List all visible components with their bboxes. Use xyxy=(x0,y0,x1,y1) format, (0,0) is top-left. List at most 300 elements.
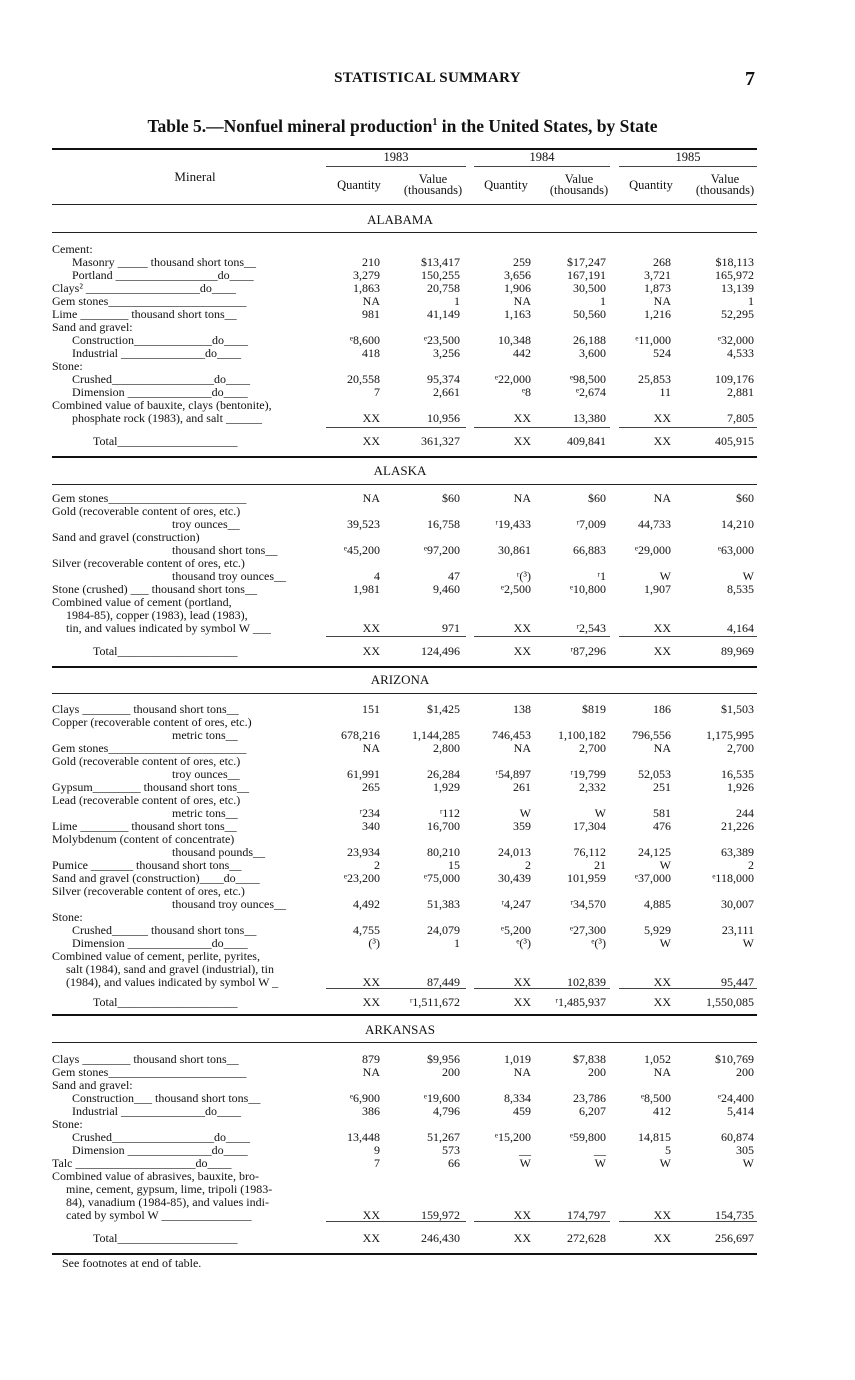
row-label: Gem stones_______________________ xyxy=(52,294,247,308)
quantity-cell: 3,656 xyxy=(504,268,531,282)
value-cell: 1 xyxy=(748,294,754,308)
row-label: Lead (recoverable content of ores, etc.) xyxy=(52,793,241,807)
value-cell: W xyxy=(594,806,606,820)
quantity-cell: ᵉ37,000 xyxy=(634,871,671,885)
quantity-cell: 210 xyxy=(362,255,380,269)
quantity-cell: 524 xyxy=(653,346,671,360)
value-cell: 1 xyxy=(600,294,606,308)
row-label: Construction___ thousand short tons__ xyxy=(72,1091,261,1105)
row-label: Copper (recoverable content of ores, etc.) xyxy=(52,715,252,729)
quantity-cell: XX xyxy=(513,975,531,989)
quantity-cell: NA xyxy=(653,294,671,308)
quantity-cell: W xyxy=(659,858,671,872)
quantity-cell: NA xyxy=(362,741,380,755)
row-label: thousand troy ounces__ xyxy=(172,569,286,583)
row-label: metric tons__ xyxy=(172,728,238,742)
value-cell: 6,207 xyxy=(579,1104,606,1118)
row-label: Sand and gravel (construction) xyxy=(52,530,200,544)
value-cell: ʳ19,799 xyxy=(570,767,606,781)
quantity-header-1983: Quantity xyxy=(337,178,381,192)
quantity-cell: XX xyxy=(513,411,531,425)
row-label: (1984), and values indicated by symbol W _ xyxy=(66,975,279,989)
value-cell: ᵉ23,500 xyxy=(423,333,460,347)
quantity-cell: 44,733 xyxy=(638,517,671,531)
quantity-cell: NA xyxy=(362,1065,380,1079)
value-cell: 16,535 xyxy=(721,767,754,781)
quantity-cell: ᵉ45,200 xyxy=(343,543,380,557)
value-cell: ᵉ32,000 xyxy=(717,333,754,347)
value-cell: 200 xyxy=(588,1065,606,1079)
row-label: Cement: xyxy=(52,242,93,256)
quantity-cell: ᵉ5,200 xyxy=(500,923,531,937)
value-header-line1: Value xyxy=(710,172,740,186)
row-label: troy ounces__ xyxy=(172,767,240,781)
quantity-cell: 981 xyxy=(362,307,380,321)
value-cell: ʳ1 xyxy=(597,569,606,583)
year-1984-header: 1984 xyxy=(529,150,555,164)
value-cell: $7,838 xyxy=(573,1052,606,1066)
quantity-cell: 4 xyxy=(374,569,380,583)
value-cell: 7,805 xyxy=(727,411,754,425)
quantity-cell: 386 xyxy=(362,1104,380,1118)
quantity-cell: 459 xyxy=(513,1104,531,1118)
total-cell: ʳ87,296 xyxy=(570,644,606,658)
total-cell: 1,550,085 xyxy=(706,995,754,1009)
total-label: Total____________________ xyxy=(93,995,238,1009)
value-cell: 47 xyxy=(448,569,460,583)
quantity-cell: XX xyxy=(362,1208,380,1222)
row-label: Clays ________ thousand short tons__ xyxy=(52,702,239,716)
value-cell: 101,959 xyxy=(567,871,606,885)
quantity-cell: XX xyxy=(653,975,671,989)
value-header-line1: Value xyxy=(418,172,448,186)
row-label: Molybdenum (content of concentrate) xyxy=(52,832,235,846)
quantity-cell: 2 xyxy=(374,858,380,872)
value-cell: ᵉ10,800 xyxy=(569,582,606,596)
row-label: Construction_____________do____ xyxy=(72,333,248,347)
quantity-cell: ᵉ8,600 xyxy=(349,333,380,347)
quantity-cell: 265 xyxy=(362,780,380,794)
value-cell: 244 xyxy=(736,806,754,820)
quantity-cell: 14,815 xyxy=(638,1130,671,1144)
value-cell: 1 xyxy=(454,294,460,308)
value-cell: 26,284 xyxy=(427,767,460,781)
value-cell: 167,191 xyxy=(567,268,606,282)
row-label: Dimension ______________do____ xyxy=(72,1143,248,1157)
value-cell: ᵉ98,500 xyxy=(569,372,606,386)
quantity-cell: ᵉ8,500 xyxy=(640,1091,671,1105)
quantity-cell: 678,216 xyxy=(341,728,380,742)
value-cell: 87,449 xyxy=(427,975,460,989)
value-cell: 5,414 xyxy=(727,1104,754,1118)
value-header-1983 xyxy=(396,174,470,196)
value-cell: 2,700 xyxy=(579,741,606,755)
total-cell: 246,430 xyxy=(421,1231,460,1245)
footnote-text: See footnotes at end of table. xyxy=(62,1256,202,1270)
quantity-cell: W xyxy=(519,806,531,820)
value-cell: 1 xyxy=(454,936,460,950)
row-label: tin, and values indicated by symbol W ___ xyxy=(66,621,271,635)
quantity-cell: 30,861 xyxy=(498,543,531,557)
row-label: Combined value of cement, perlite, pyrites, xyxy=(52,949,260,963)
quantity-cell: XX xyxy=(362,975,380,989)
row-label: troy ounces__ xyxy=(172,517,240,531)
pre-total-rule xyxy=(619,1221,757,1222)
caption-text: Table 5.—Nonfuel mineral production xyxy=(147,116,433,136)
pre-total-rule xyxy=(619,636,757,637)
total-label: Total____________________ xyxy=(93,1231,238,1245)
quantity-cell: XX xyxy=(653,1208,671,1222)
quantity-cell: 1,019 xyxy=(504,1052,531,1066)
value-cell: $10,769 xyxy=(715,1052,754,1066)
quantity-cell: 4,885 xyxy=(644,897,671,911)
row-label: Gem stones_______________________ xyxy=(52,741,247,755)
value-cell: 66 xyxy=(448,1156,460,1170)
value-cell: ᵉ27,300 xyxy=(569,923,606,937)
row-label: Sand and gravel: xyxy=(52,320,133,334)
quantity-cell: NA xyxy=(513,1065,531,1079)
value-cell: 21 xyxy=(594,858,606,872)
value-cell: 200 xyxy=(442,1065,460,1079)
quantity-cell: XX xyxy=(362,411,380,425)
value-cell: $60 xyxy=(588,491,606,505)
value-cell: 14,210 xyxy=(721,517,754,531)
quantity-cell: 340 xyxy=(362,819,380,833)
quantity-cell: 61,991 xyxy=(347,767,380,781)
quantity-cell: 1,216 xyxy=(644,307,671,321)
value-cell: 159,972 xyxy=(421,1208,460,1222)
quantity-cell: NA xyxy=(513,741,531,755)
row-label: metric tons__ xyxy=(172,806,238,820)
row-label: Clays ________ thousand short tons__ xyxy=(52,1052,239,1066)
state-heading: ALABAMA xyxy=(367,212,433,227)
quantity-cell: XX xyxy=(362,621,380,635)
value-cell: 80,210 xyxy=(427,845,460,859)
row-label: 1984-85), copper (1983), lead (1983), xyxy=(66,608,248,622)
total-cell: XX xyxy=(653,644,671,658)
value-cell: 63,389 xyxy=(721,845,754,859)
row-label: Dimension ______________do____ xyxy=(72,385,248,399)
quantity-cell: 25,853 xyxy=(638,372,671,386)
section-end-rule xyxy=(52,666,757,668)
quantity-cell: 1,906 xyxy=(504,281,531,295)
value-cell: 23,786 xyxy=(573,1091,606,1105)
value-cell: ᵉ97,200 xyxy=(423,543,460,557)
value-cell: $9,956 xyxy=(427,1052,460,1066)
row-label: Industrial ______________do____ xyxy=(72,346,241,360)
quantity-cell: 261 xyxy=(513,780,531,794)
total-cell: XX xyxy=(653,434,671,448)
row-label: Combined value of abrasives, bauxite, bro- xyxy=(52,1169,259,1183)
row-label: mine, cement, gypsum, lime, tripoli (1983- xyxy=(66,1182,273,1196)
quantity-cell: 9 xyxy=(374,1143,380,1157)
value-cell: $1,425 xyxy=(427,702,460,716)
total-cell: ʳ1,485,937 xyxy=(555,995,606,1009)
total-cell: 272,628 xyxy=(567,1231,606,1245)
quantity-cell: 151 xyxy=(362,702,380,716)
value-cell: $60 xyxy=(442,491,460,505)
row-label: Gold (recoverable content of ores, etc.) xyxy=(52,504,241,518)
row-label: Sand and gravel: xyxy=(52,1078,133,1092)
quantity-cell: 10,348 xyxy=(498,333,531,347)
row-label: Silver (recoverable content of ores, etc.) xyxy=(52,556,245,570)
value-cell: 1,929 xyxy=(433,780,460,794)
row-label: Masonry _____ thousand short tons__ xyxy=(72,255,256,269)
quantity-cell: 4,492 xyxy=(353,897,380,911)
quantity-cell: 20,558 xyxy=(347,372,380,386)
total-cell: XX xyxy=(362,1231,380,1245)
caption-footnote-mark: 1 xyxy=(432,117,438,129)
total-cell: ʳ1,511,672 xyxy=(409,995,460,1009)
quantity-cell: 11 xyxy=(659,385,671,399)
pre-total-rule xyxy=(326,636,466,637)
pre-total-rule xyxy=(474,636,610,637)
quantity-cell: XX xyxy=(653,411,671,425)
value-cell: 20,758 xyxy=(427,281,460,295)
row-label: thousand short tons__ xyxy=(172,543,278,557)
quantity-cell: W xyxy=(659,1156,671,1170)
quantity-cell: 3,279 xyxy=(353,268,380,282)
pre-total-rule xyxy=(326,988,466,989)
value-cell: $1,503 xyxy=(721,702,754,716)
value-cell: 8,535 xyxy=(727,582,754,596)
quantity-cell: W xyxy=(659,936,671,950)
quantity-cell: ʳ4,247 xyxy=(501,897,531,911)
total-cell: XX xyxy=(362,644,380,658)
value-cell: 2,881 xyxy=(727,385,754,399)
total-cell: XX xyxy=(362,995,380,1009)
quantity-cell: 30,439 xyxy=(498,871,531,885)
row-label: cated by symbol W _______________ xyxy=(66,1208,252,1222)
value-cell: $18,113 xyxy=(715,255,754,269)
value-cell: ᵉ63,000 xyxy=(717,543,754,557)
quantity-cell: 746,453 xyxy=(492,728,531,742)
state-heading: ARIZONA xyxy=(370,672,430,687)
quantity-cell: 1,907 xyxy=(644,582,671,596)
value-cell: ᵉ19,600 xyxy=(423,1091,460,1105)
quantity-cell: 2 xyxy=(525,858,531,872)
row-label: Gem stones_______________________ xyxy=(52,491,247,505)
value-header-1984 xyxy=(542,174,616,196)
value-cell: 200 xyxy=(736,1065,754,1079)
value-cell: 165,972 xyxy=(715,268,754,282)
row-label: Gem stones_______________________ xyxy=(52,1065,247,1079)
value-cell: W xyxy=(594,1156,606,1170)
row-label: Stone: xyxy=(52,910,83,924)
row-label: Sand and gravel (construction)____do____ xyxy=(52,871,260,885)
value-header-line2: (thousands) xyxy=(549,183,609,197)
total-cell: XX xyxy=(513,1231,531,1245)
row-label: Lime ________ thousand short tons__ xyxy=(52,307,237,321)
total-cell: 409,841 xyxy=(567,434,606,448)
quantity-cell: 23,934 xyxy=(347,845,380,859)
quantity-cell: 796,556 xyxy=(632,728,671,742)
value-cell: ᵉ(³) xyxy=(591,936,606,950)
total-cell: XX xyxy=(513,434,531,448)
section-end-rule xyxy=(52,1014,757,1016)
quantity-cell: ᵉ2,500 xyxy=(500,582,531,596)
total-cell: 89,969 xyxy=(721,644,754,658)
value-cell: 95,374 xyxy=(427,372,460,386)
quantity-cell: NA xyxy=(513,294,531,308)
value-cell: 174,797 xyxy=(567,1208,606,1222)
total-cell: XX xyxy=(513,995,531,1009)
value-cell: 24,079 xyxy=(427,923,460,937)
quantity-cell: 24,013 xyxy=(498,845,531,859)
value-cell: ʳ34,570 xyxy=(570,897,606,911)
year-rule-1984 xyxy=(474,166,610,167)
value-cell: 21,226 xyxy=(721,819,754,833)
value-cell: __ xyxy=(594,1143,606,1157)
value-cell: 1,100,182 xyxy=(558,728,606,742)
value-cell: 305 xyxy=(736,1143,754,1157)
total-cell: 124,496 xyxy=(421,644,460,658)
value-cell: 13,380 xyxy=(573,411,606,425)
caption-tail: in the United States, by State xyxy=(437,116,658,136)
quantity-cell: XX xyxy=(513,1208,531,1222)
state-heading-rule xyxy=(52,693,757,694)
quantity-cell: ᵉ(³) xyxy=(516,936,531,950)
quantity-cell: ᵉ11,000 xyxy=(635,333,671,347)
value-cell: 15 xyxy=(448,858,460,872)
value-cell: 23,111 xyxy=(721,923,754,937)
value-cell: W xyxy=(742,569,754,583)
value-cell: 13,139 xyxy=(721,281,754,295)
quantity-cell: 7 xyxy=(374,385,380,399)
quantity-cell: 186 xyxy=(653,702,671,716)
year-1985-header: 1985 xyxy=(675,150,701,164)
value-cell: W xyxy=(742,936,754,950)
row-label: Stone: xyxy=(52,1117,83,1131)
quantity-cell: ʳ234 xyxy=(359,806,380,820)
value-cell: 60,874 xyxy=(721,1130,754,1144)
value-cell: ᵉ75,000 xyxy=(423,871,460,885)
row-label: thousand pounds__ xyxy=(172,845,265,859)
quantity-cell: 581 xyxy=(653,806,671,820)
value-cell: 95,447 xyxy=(721,975,754,989)
row-label: phosphate rock (1983), and salt ______ xyxy=(72,411,262,425)
row-label: Silver (recoverable content of ores, etc.) xyxy=(52,884,245,898)
quantity-cell: 476 xyxy=(653,819,671,833)
row-label: Combined value of bauxite, clays (bentonite), xyxy=(52,398,272,412)
quantity-cell: 1,163 xyxy=(504,307,531,321)
value-cell: 573 xyxy=(442,1143,460,1157)
value-cell: 2,800 xyxy=(433,741,460,755)
value-cell: 102,839 xyxy=(567,975,606,989)
value-cell: ᵉ118,000 xyxy=(712,871,754,885)
row-label: Gold (recoverable content of ores, etc.) xyxy=(52,754,241,768)
value-cell: $17,247 xyxy=(567,255,606,269)
value-cell: W xyxy=(742,1156,754,1170)
state-heading-rule xyxy=(52,1042,757,1043)
quantity-cell: NA xyxy=(653,491,671,505)
quantity-cell: ᵉ29,000 xyxy=(634,543,671,557)
row-label: Industrial ______________do____ xyxy=(72,1104,241,1118)
page-number: 7 xyxy=(745,68,755,90)
quantity-cell: ʳ(³) xyxy=(516,569,531,583)
quantity-cell: ᵉ6,900 xyxy=(349,1091,380,1105)
value-cell: 3,256 xyxy=(433,346,460,360)
year-rule-1983 xyxy=(326,166,466,167)
quantity-cell: 251 xyxy=(653,780,671,794)
row-label: Portland _________________do____ xyxy=(72,268,254,282)
quantity-cell: NA xyxy=(362,294,380,308)
value-cell: 150,255 xyxy=(421,268,460,282)
value-cell: 51,267 xyxy=(427,1130,460,1144)
state-heading-rule xyxy=(52,484,757,485)
quantity-cell: ᵉ15,200 xyxy=(494,1130,531,1144)
quantity-cell: 359 xyxy=(513,819,531,833)
quantity-cell: 7 xyxy=(374,1156,380,1170)
total-cell: XX xyxy=(653,1231,671,1245)
value-cell: ᵉ2,674 xyxy=(575,385,606,399)
quantity-cell: XX xyxy=(513,621,531,635)
value-header-line1: Value xyxy=(564,172,594,186)
value-cell: 52,295 xyxy=(721,307,754,321)
pre-total-rule xyxy=(326,1221,466,1222)
row-label: Crushed_________________do____ xyxy=(72,372,250,386)
quantity-cell: ᵉ23,200 xyxy=(343,871,380,885)
row-label: Crushed_________________do____ xyxy=(72,1130,250,1144)
row-label: Dimension ______________do____ xyxy=(72,936,248,950)
total-cell: XX xyxy=(513,644,531,658)
section-end-rule xyxy=(52,1253,757,1255)
quantity-cell: W xyxy=(659,569,671,583)
quantity-cell: 8,334 xyxy=(504,1091,531,1105)
row-label: Crushed______ thousand short tons__ xyxy=(72,923,257,937)
quantity-cell: 412 xyxy=(653,1104,671,1118)
value-cell: 76,112 xyxy=(573,845,606,859)
quantity-cell: 138 xyxy=(513,702,531,716)
quantity-cell: 418 xyxy=(362,346,380,360)
pre-total-rule xyxy=(619,988,757,989)
quantity-cell: 1,863 xyxy=(353,281,380,295)
quantity-cell: 442 xyxy=(513,346,531,360)
row-label: Pumice _______ thousand short tons__ xyxy=(52,858,242,872)
total-cell: 405,915 xyxy=(715,434,754,448)
row-label: Combined value of cement (portland, xyxy=(52,595,232,609)
value-cell: 2,661 xyxy=(433,385,460,399)
quantity-cell: W xyxy=(519,1156,531,1170)
row-label: Stone (crushed) ___ thousand short tons__ xyxy=(52,582,257,596)
value-cell: 10,956 xyxy=(427,411,460,425)
quantity-cell: 1,981 xyxy=(353,582,380,596)
quantity-cell: 1,873 xyxy=(644,281,671,295)
value-cell: 17,304 xyxy=(573,819,606,833)
value-cell: $13,417 xyxy=(421,255,460,269)
row-label: salt (1984), sand and gravel (industrial), tin xyxy=(66,962,274,976)
value-cell: 1,926 xyxy=(727,780,754,794)
value-cell: 4,533 xyxy=(727,346,754,360)
row-label: Clays² ___________________do____ xyxy=(52,281,236,295)
quantity-cell: 5,929 xyxy=(644,923,671,937)
quantity-cell: 13,448 xyxy=(347,1130,380,1144)
quantity-cell: 268 xyxy=(653,255,671,269)
value-cell: 1,144,285 xyxy=(412,728,460,742)
year-1983-header: 1983 xyxy=(383,150,409,164)
value-cell: 30,500 xyxy=(573,281,606,295)
total-cell: XX xyxy=(362,434,380,448)
header-bottom-rule xyxy=(52,204,757,205)
value-header-1985 xyxy=(687,174,763,196)
quantity-cell: 52,053 xyxy=(638,767,671,781)
quantity-cell: 39,523 xyxy=(347,517,380,531)
value-cell: $819 xyxy=(582,702,606,716)
value-cell: 154,735 xyxy=(715,1208,754,1222)
value-cell: 1,175,995 xyxy=(706,728,754,742)
state-heading: ALASKA xyxy=(373,463,427,478)
quantity-cell: (³) xyxy=(368,936,380,950)
